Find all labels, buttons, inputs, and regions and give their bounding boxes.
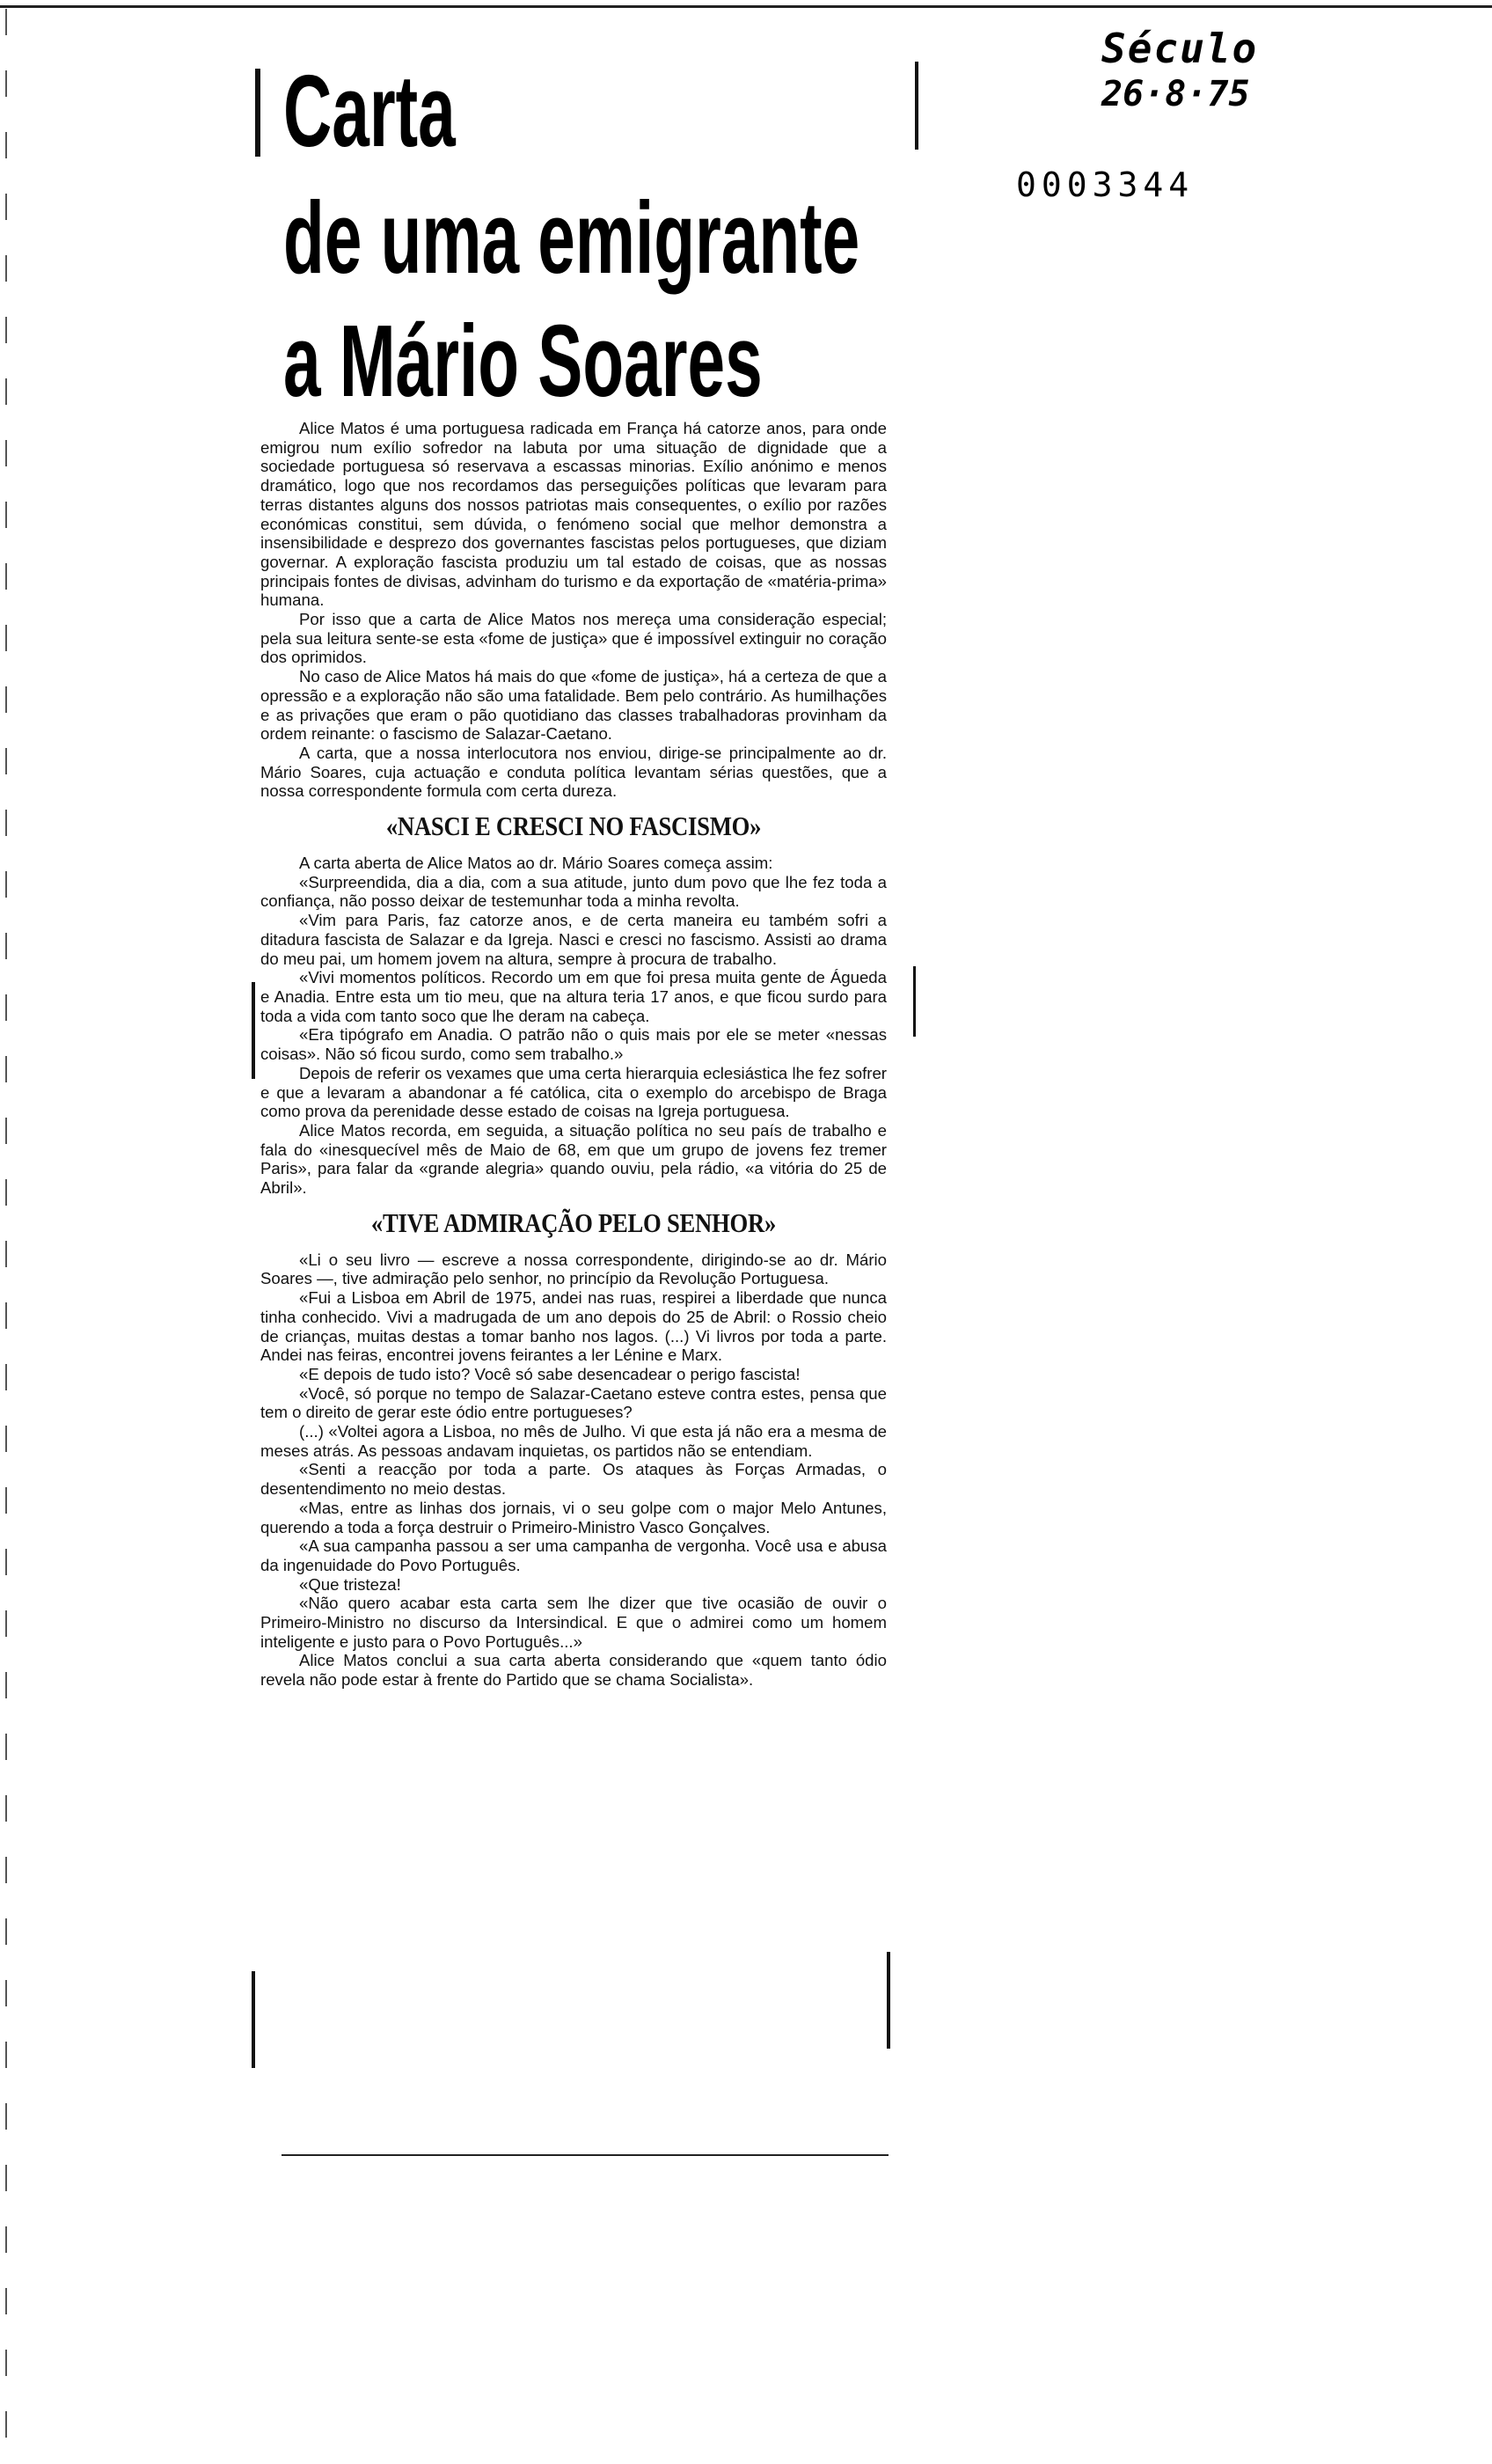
- quote-bar-1-left: [252, 982, 255, 1079]
- section-heading-admiracao: «TIVE ADMIRAÇÃO PELO SENHOR»: [370, 1206, 777, 1238]
- title-line-3: a Mário Soares: [283, 304, 763, 418]
- quote-bar-2-left: [252, 1971, 255, 2068]
- section1-paragraph: «Surpreendida, dia a dia, com a sua atitude, junto dum povo que lhe fez toda a confiança, não posso deixar de testemunhar toda a minha revolta.: [260, 872, 887, 911]
- title-right-bar: [915, 62, 918, 150]
- title-line-2: de uma emigrante: [283, 180, 860, 295]
- end-rule: [282, 2154, 889, 2156]
- section2-paragraph: «A sua campanha passou a ser uma campanha de vergonha. Você usa e abusa da ingenuidade do Povo Português.: [260, 1536, 887, 1574]
- section2-paragraph: Alice Matos conclui a sua carta aberta considerando que «quem tanto ódio revela não pode estar à frente do Partido que se chama Socialista».: [260, 1651, 887, 1690]
- article-body: [260, 419, 887, 1690]
- handwritten-date: 26·8·75: [1101, 74, 1250, 114]
- section2-paragraph: «Você, só porque no tempo de Salazar-Caetano esteve contra estes, pensa que tem o direito de gerar este ódio entre portugueses?: [260, 1383, 887, 1422]
- title-left-bar: [255, 69, 260, 157]
- section2-paragraph: «Que tristeza!: [299, 1574, 401, 1594]
- top-border: [0, 5, 1492, 8]
- section1-paragraph: Alice Matos recorda, em seguida, a situação política no seu país de trabalho e fala do «inesquecível mês de Maio de 68, em que um grupo de jovens fez tremer Paris», para falar da «grande alegria» quando ouviu, pela rádio, «a vitória do 25 de Abril».: [260, 1120, 887, 1198]
- intro-paragraph: Por isso que a carta de Alice Matos nos mereça uma consideração especial; pela sua leitura sente-se esta «fome de justiça» que é impossível extinguir no coração dos oprimidos.: [260, 610, 887, 667]
- handwritten-publication: Século: [1101, 25, 1259, 72]
- title-line-1: Carta: [283, 54, 456, 168]
- archive-number: 0003344: [1016, 165, 1195, 204]
- quote-bar-2-right: [887, 1952, 890, 2049]
- section-heading-fascismo: «NASCI E CRESCI NO FASCISMO»: [385, 810, 762, 842]
- section2-paragraph: «Li o seu livro — escreve a nossa correspondente, dirigindo-se ao dr. Mário Soares —, tive admiração pelo senhor, no princípio da Revolução Portuguesa.: [260, 1250, 887, 1288]
- section2-paragraph: «Não quero acabar esta carta sem lhe dizer que tive ocasião de ouvir o Primeiro-Ministro no discurso da Intersindical. E que o admirei como um homem inteligente e justo para o Povo Português...»: [260, 1594, 887, 1651]
- quote-bar-1-right: [913, 966, 916, 1037]
- section2-paragraph: «Fui a Lisboa em Abril de 1975, andei nas ruas, respirei a liberdade que nunca tinha conhecido. Vivi a madrugada de um ano depois do 25 de Abril: o Rossio cheio de crianças, muitas destas a tomar banho nos lagos. (...) Vi livros por toda a parte. Andei nas feiras, encontrei jovens feirantes a ler Lénine e Marx.: [260, 1288, 887, 1365]
- section1-paragraph: «Vim para Paris, faz catorze anos, e de certa maneira eu também sofri a ditadura fascista de Salazar e da Igreja. Nasci e cresci no fascismo. Assisti ao drama do meu pai, um homem jovem na altura, sempre à procura de trabalho.: [260, 911, 887, 968]
- section1-paragraph: «Era tipógrafo em Anadia. O patrão não o quis mais por ele se meter «nessas coisas». Não só ficou surdo, como sem trabalho.»: [260, 1025, 887, 1064]
- section2-paragraph: «Senti a reacção por toda a parte. Os ataques às Forças Armadas, o desentendimento no meio destas.: [260, 1460, 887, 1499]
- section1-paragraph: Depois de referir os vexames que uma certa hierarquia eclesiástica lhe fez sofrer e que a levaram a abandonar a fé católica, cita o exemplo do arcebispo de Braga como prova da perenidade desse estado de coisas na Igreja portuguesa.: [260, 1063, 887, 1121]
- intro-paragraph: No caso de Alice Matos há mais do que «fome de justiça», há a certeza de que a opressão e a exploração não são uma fatalidade. Bem pelo contrário. As humilhações e as privações que eram o pão quotidiano das classes trabalhadoras provinham da ordem reinante: o fascismo de Salazar-Caetano.: [260, 667, 887, 744]
- intro-paragraph: A carta, que a nossa interlocutora nos enviou, dirige-se principalmente ao dr. Mário Soares, cuja actuação e conduta política levantam sérias questões, que a nossa correspondente formula com certa dureza.: [260, 743, 887, 801]
- section2-paragraph: (...) «Voltei agora a Lisboa, no mês de Julho. Vi que esta já não era a mesma de meses atrás. As pessoas andavam inquietas, os partidos não se entendiam.: [260, 1422, 887, 1460]
- section2-paragraph: «Mas, entre as linhas dos jornais, vi o seu golpe com o major Melo Antunes, querendo a toda a força destruir o Primeiro-Ministro Vasco Gonçalves.: [260, 1498, 887, 1536]
- section1-paragraph: A carta aberta de Alice Matos ao dr. Mário Soares começa assim:: [299, 854, 773, 873]
- section1-paragraph: «Vivi momentos políticos. Recordo um em que foi presa muita gente de Águeda e Anadia. Entre esta um tio meu, que na altura teria 17 anos, e que ficou surdo para toda a vida com tanto soco que lhe deram na cabeça.: [260, 968, 887, 1025]
- section2-paragraph: «E depois de tudo isto? Você só sabe desencadear o perigo fascista!: [299, 1364, 801, 1383]
- intro-paragraph: Alice Matos é uma portuguesa radicada em França há catorze anos, para onde emigrou num exílio sofredor na labuta por uma situação de dignidade que a sociedade portuguesa só reservava a escassas minorias. Exílio anónimo e menos dramático, logo que nos recordamos das perseguições políticas que levaram para terras distantes alguns dos nossos patriotas mais consequentes, o exílio por razões económicas constitui, sem dúvida, o fenómeno social que melhor demonstra a insensibilidade e desprezo dos governantes fascistas pelos portugueses, que diziam governar. A exploração fascista produziu um tal estado de coisas, que as nossas principais fontes de divisas, advinham do turismo e da exportação de «matéria-prima» humana.: [260, 419, 887, 610]
- scan-edge: [5, 9, 7, 2455]
